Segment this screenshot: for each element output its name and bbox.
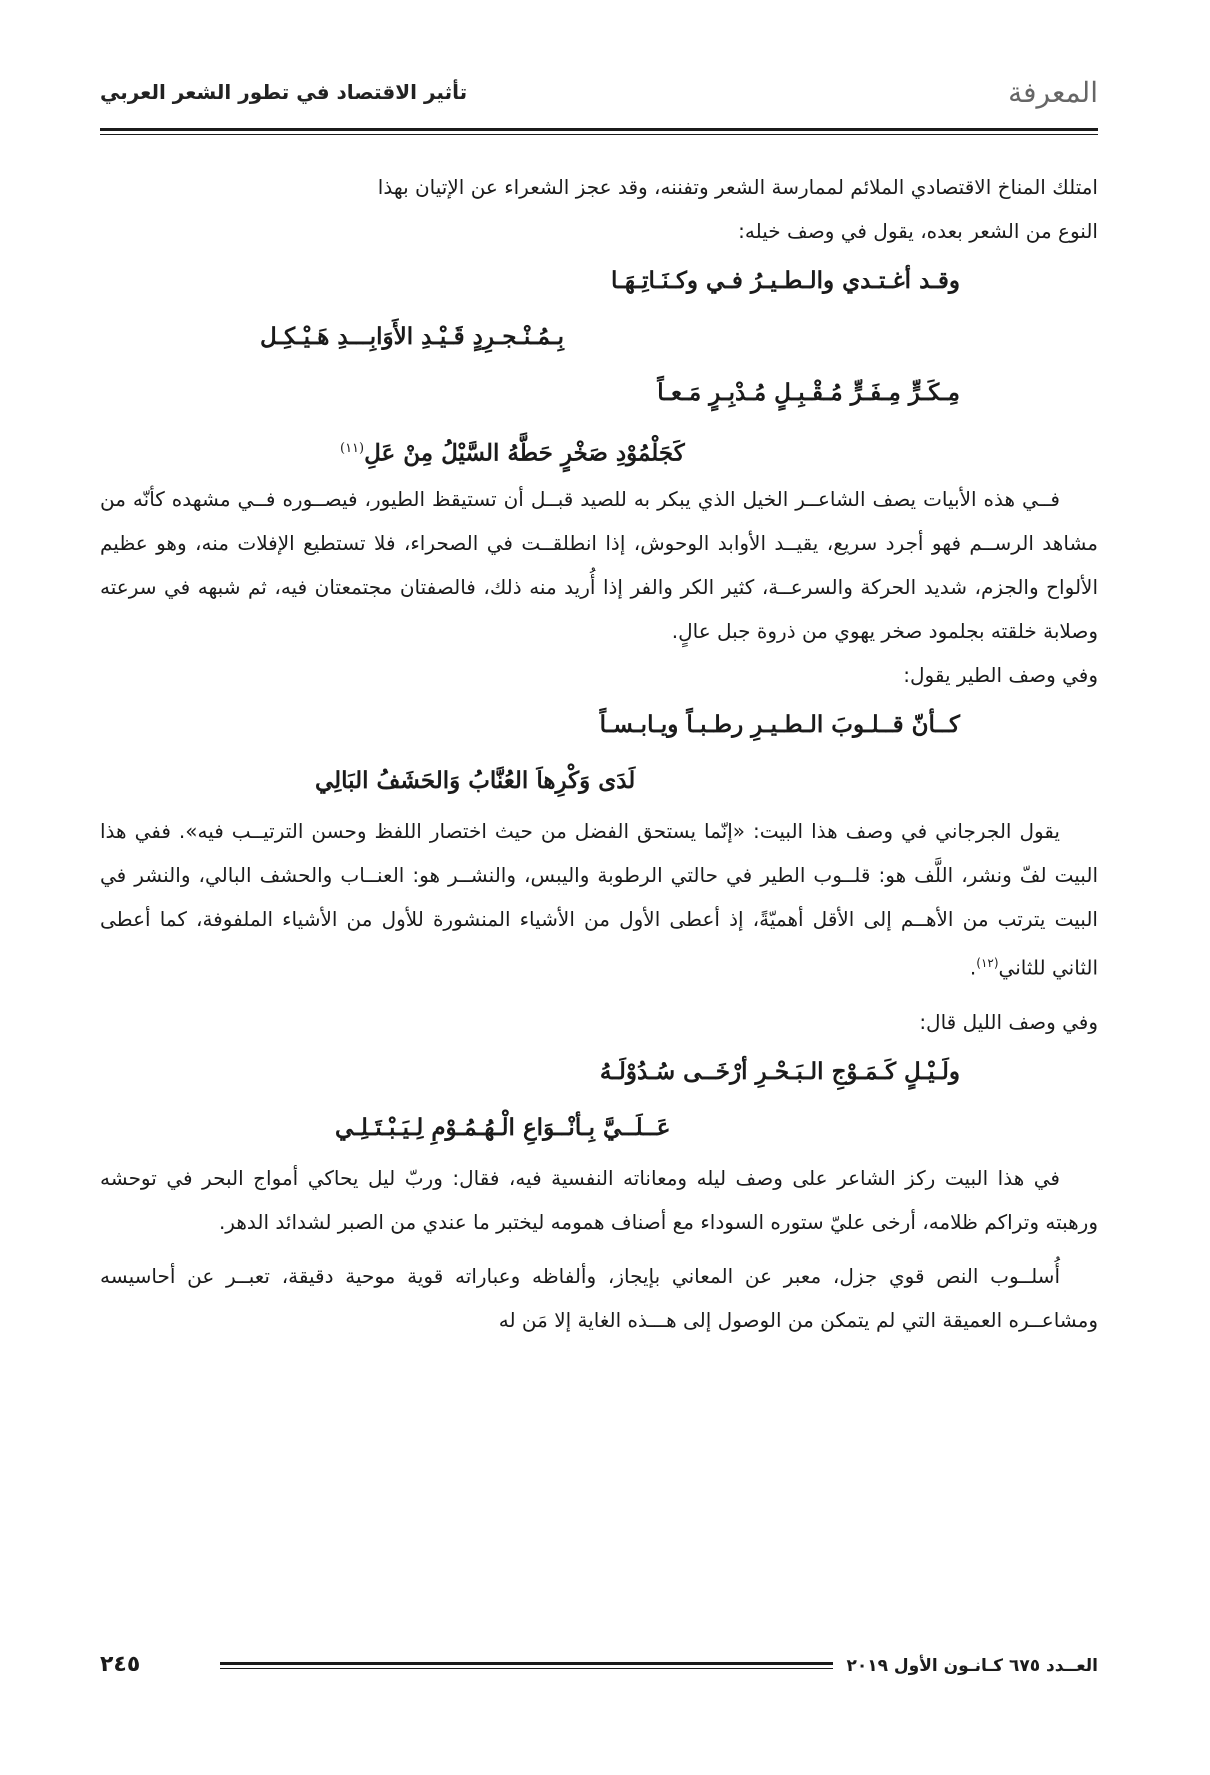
paragraph-commentary: فــي هذه الأبيات يصف الشاعــر الخيل الذي يبكر به للصيد قبــل أن تستيقظ الطيور، فيصــوره فــي مشهده كأنّه من مشاهد الرســم فهو أجرد سريع، يقيــد الأوابد الوحوش، إذا انطلقــت في الصحراء، فلا تستطيع الإفلات منه، وهو عظيم الألواح والجزم، شديد الحركة والسرعــة، كثير الكر والفر إذا أُريد منه ذلك، فالصفتان مجتمعتان فيه، ثم شبهه في سرعته وصلابة خلقته بجلمود صخر يهوي من ذروة جبل عالٍ. [100, 487, 1098, 643]
paragraph-style: أُسلــوب النص قوي جزل، معبر عن المعاني بإيجاز، وألفاظه وعباراته قوية موحية دقيقة، تعبــر عن أحاسيسه ومشاعــره العميقة التي لم يتمكن من الوصول إلى هـــذه الغاية إلا مَن له [100, 1263, 1098, 1332]
paragraph-jurjani: يقول الجرجاني في وصف هذا البيت: «إنّما يستحق الفضل من حيث اختصار اللفظ وحسن الترتيــب فيه». ففي هذا البيت لفّ ونشر، اللَّف هو: قلــوب الطير في حالتي الرطوبة واليبس، والنشــر هو: العنــاب والحشف البالي، والنشر في البيت يترتب من الأهــم إلى الأقل أهميّةً، إذ أعطى الأول من الأشياء المنشورة للأول من الأشياء الملفوفة، كما أعطى الثاني للثاني$^{(١٢)}$. [100, 819, 1098, 980]
verse-line: كــأنّ قــلـوبَ الـطـيـرِ رطـبـاً ويـابـسـاً [599, 711, 960, 738]
poem-birds [100, 697, 1098, 809]
running-title: تأثير الاقتصاد في تطور الشعر العربي [100, 80, 468, 104]
issue-label: العــدد ٦٧٥ كـانـون الأول ٢٠١٩ [846, 1656, 1098, 1676]
paragraph-intro [100, 165, 1098, 253]
paragraph-night-intro: وفي وصف الليل قال: [919, 1009, 1098, 1034]
footer-rule-thin [220, 1668, 833, 1669]
footer-rule [220, 1662, 833, 1665]
header-rule [100, 128, 1098, 131]
verse-line: عَــلَــيَّ بِـأنْــوَاعِ الْـهُـمُـوْمِ لِـيَـبْـتَـلِـي [335, 1113, 671, 1141]
verse-line [100, 421, 1098, 477]
verse-line: ولَـيْـلٍ كَـمَـوْجِ الـبَـحْـرِ أرْخَــى سُـدُوْلَـهُ [599, 1057, 960, 1085]
header-rule-thin [100, 134, 1098, 135]
article-body [100, 165, 1098, 1342]
page-header [100, 76, 1098, 120]
poem-night [100, 1044, 1098, 1156]
footnote-marker: (١١) [340, 441, 365, 456]
paragraph-intro-line2: النوع من الشعر بعده، يقول في وصف خيله: [738, 219, 1098, 243]
verse-line: لَدَى وَكْرِهاَ العُنَّابُ وَالحَشَفُ البَالِي [315, 767, 636, 794]
paragraph-jurjani-text: يقول الجرجاني في وصف هذا البيت: «إنّما يستحق الفضل من حيث اختصار اللفظ وحسن الترتيــب فيه». ففي هذا البيت لفّ ونشر، اللَّف هو: قلــوب الطير في حالتي الرطوبة واليبس، والنشــر هو: العنــاب والحشف البالي، والنشر في البيت يترتب من الأهــم إلى الأقل أهميّةً، إذ أعطى الأول من الأشياء المنشورة للأول من الأشياء الملفوفة، كما أعطى الثاني للثاني [100, 819, 1098, 980]
verse-line: وقـد أغـتـدي والـطـيـرُ فـي وكـنَـاتِـهَـا [611, 267, 960, 294]
paragraph-birds-intro: وفي وصف الطير يقول: [903, 663, 1098, 687]
page-number: ٢٤٥ [100, 1652, 141, 1677]
verse-line: بِـمُـنْـجـرِدٍ قَـيْـدِ الأَوَابِـــدِ هَـيْـكِـل [260, 323, 564, 350]
verse-line: مِـكَـرٍّ مِـفَـرٍّ مُـقْـبِـلٍ مُـدْبِـرٍ مَـعـاً [657, 379, 960, 406]
footnote-marker: (١٢) [976, 956, 999, 970]
poem-horse [100, 253, 1098, 477]
paragraph-night-commentary: في هذا البيت ركز الشاعر على وصف ليله ومعاناته النفسية فيه، فقال: وربّ ليل يحاكي أمواج البحر في توحشه ورهبته وتراكم ظلامه، أرخى عليّ ستوره السوداء مع أصناف همومه ليختبر ما عندي من الصبر لشدائد الدهر. [100, 1165, 1098, 1234]
verse-text: كَجَلْمُوْدِ صَخْرٍ حَطَّهُ السَّيْلُ مِنْ عَلِ [364, 439, 685, 467]
paragraph-intro-line1: امتلك المناخ الاقتصادي الملائم لممارسة الشعر وتفننه، وقد عجز الشعراء عن الإتيان بهذا [377, 175, 1098, 199]
page-footer [100, 1652, 1098, 1682]
magazine-logo: المعرفة [1008, 76, 1098, 109]
